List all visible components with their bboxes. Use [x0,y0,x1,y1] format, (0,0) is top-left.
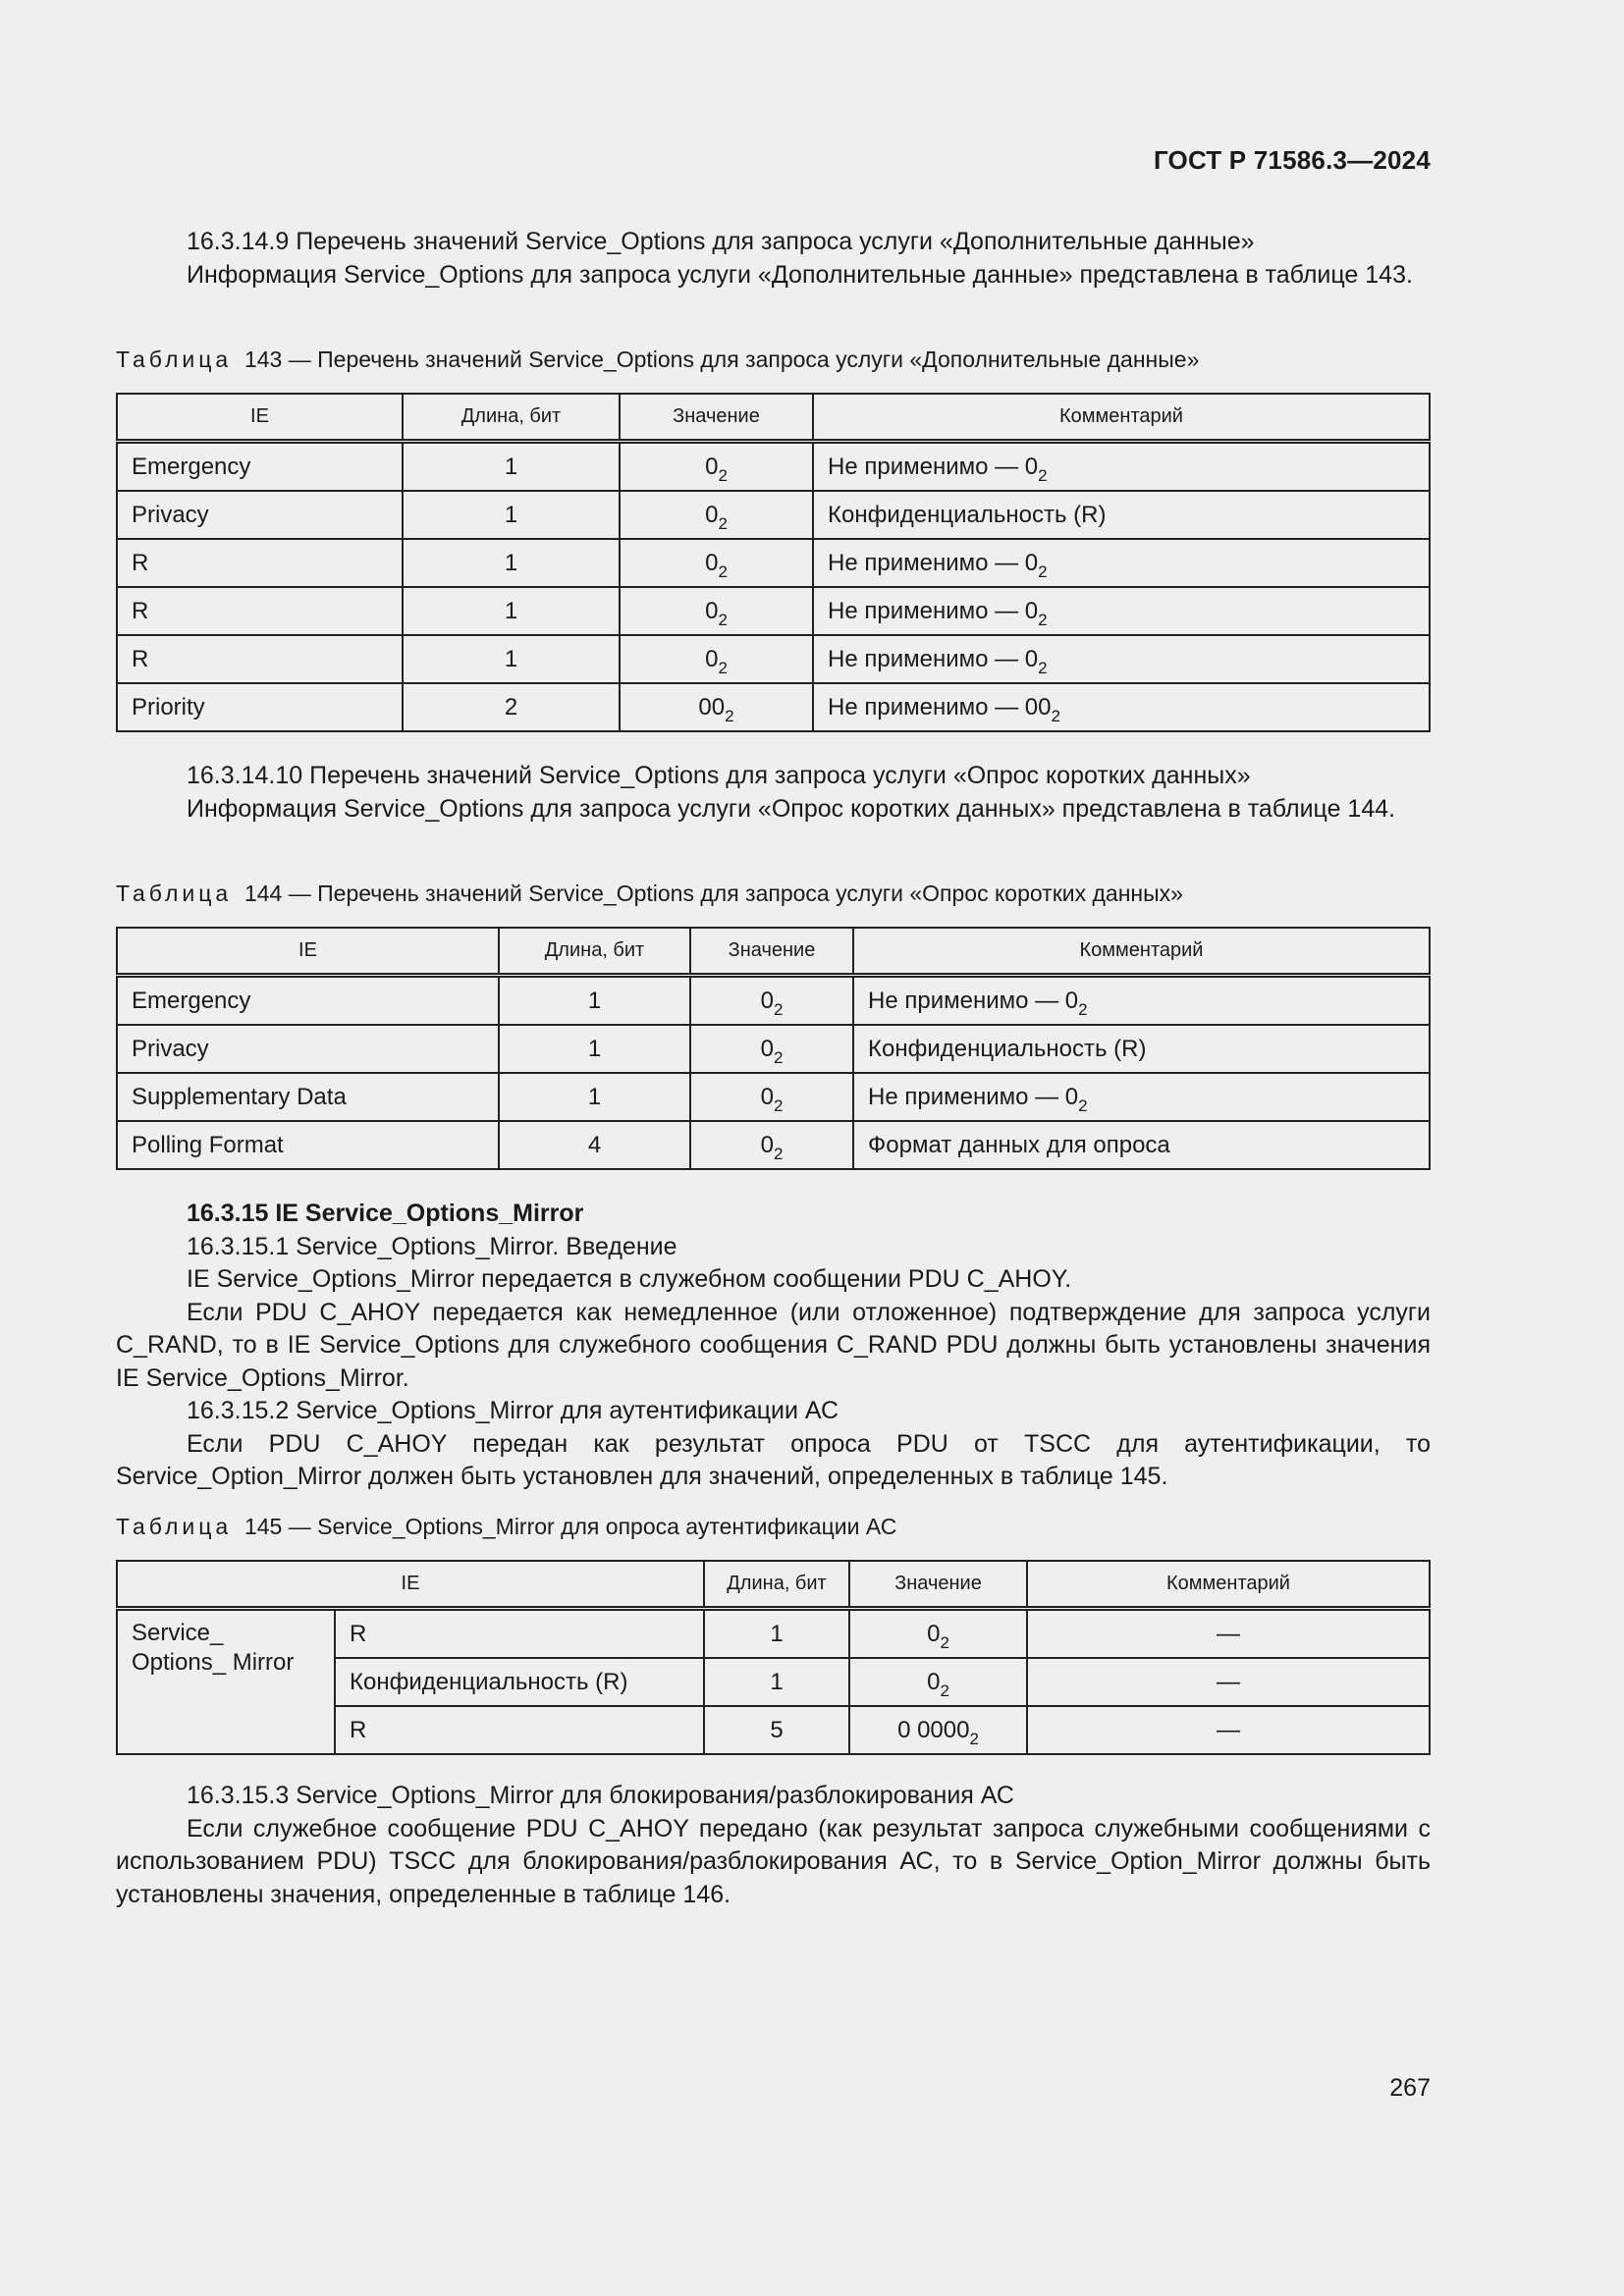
cell-value-text: 0 [705,501,719,528]
header-ie: IE [117,1561,704,1609]
cell-value-subscript: 2 [773,1047,784,1067]
table-row [117,539,1430,587]
cell-value-subscript: 2 [718,610,728,629]
cell-length: 1 [499,1073,690,1121]
section-heading-bold: 16.3.15 IE Service_Options_Mirror [187,1200,584,1227]
cell-comment-text: Не применимо — 0 [828,549,1039,576]
cell-value [620,635,813,683]
table-row [117,1609,1430,1659]
cell-value-subscript: 2 [773,1095,784,1115]
cell-value-subscript: 2 [718,561,728,581]
cell-value [690,976,853,1026]
cell-value [849,1658,1027,1706]
header-value: Значение [620,394,813,442]
cell-comment-subscript: 2 [1038,610,1048,629]
table-row [117,976,1430,1026]
page-number: 267 [1389,2074,1431,2102]
cell-comment [813,491,1430,539]
table-143-block [116,347,1431,732]
cell-length: 4 [499,1121,690,1169]
section-16-3-15-3 [116,1780,1431,1911]
cell-value [690,1025,853,1073]
table-caption [116,881,1431,907]
paragraph: Если служебное сообщение PDU C_AHOY передано (как результат запроса служебными сообщениями с использованием PDU) TSCC для блокирования/разблокирования АС, то в Service_Option_Mirror должны быть установлены значения, определенные в таблице 146. [116,1814,1431,1908]
cell-value-subscript: 2 [718,513,728,533]
caption-word: Таблица [116,1514,233,1539]
cell-comment-subscript: 2 [1051,706,1060,725]
cell-ie: Конфиденциальность (R) [335,1658,704,1706]
cell-comment-text: Не применимо — 00 [828,693,1052,721]
paragraph: IE Service_Options_Mirror передается в служебном сообщении PDU C_AHOY. [187,1265,1072,1293]
caption-word: Таблица [116,347,233,372]
cell-value-subscript: 2 [773,999,784,1019]
cell-value-text: 0 [705,453,719,480]
cell-value-text: 0 [760,1131,774,1158]
cell-length: 1 [704,1609,849,1659]
table-144 [116,927,1431,1170]
header-ie: IE [117,928,499,976]
cell-value [690,1121,853,1169]
section-16-3-15 [116,1198,1431,1494]
cell-ie: Privacy [117,1025,499,1073]
table-144-block [116,881,1431,1170]
table-body [117,442,1430,732]
cell-ie: R [117,539,403,587]
cell-comment [813,442,1430,492]
section-16-3-14-10 [116,760,1431,826]
cell-value [620,587,813,635]
table-143 [116,393,1431,732]
cell-value-subscript: 2 [940,1681,949,1700]
cell-length: 1 [403,587,620,635]
header-comment: Комментарий [853,928,1430,976]
table-145 [116,1560,1431,1755]
cell-ie: R [117,635,403,683]
cell-comment [813,539,1430,587]
cell-length: 1 [403,491,620,539]
cell-value-text: 0 [927,1668,941,1695]
section-heading: 16.3.14.9 Перечень значений Service_Options для запроса услуги «Дополнительные данные» [187,228,1255,255]
cell-ie: Emergency [117,976,499,1026]
cell-comment-subscript: 2 [1078,999,1088,1019]
header-value: Значение [849,1561,1027,1609]
table-row [117,683,1430,731]
cell-length: 1 [403,442,620,492]
cell-value-subscript: 2 [718,658,728,677]
header-comment: Комментарий [1027,1561,1430,1609]
cell-value-text: 0 [760,1083,774,1110]
cell-value [849,1609,1027,1659]
paragraph: Если PDU C_AHOY передается как немедленное (или отложенное) подтверждение для запроса услуги C_RAND, то в IE Service_Options для служебного сообщения C_RAND PDU должны быть установлены значения IE Service_Options_Mirror. [116,1298,1431,1392]
cell-value-text: 0 [705,645,719,672]
header-value: Значение [690,928,853,976]
caption-text: 144 — Перечень значений Service_Options для запроса услуги «Опрос коротких данных» [244,881,1183,906]
cell-value-text: 0 [927,1620,941,1647]
cell-comment-text: Не применимо — 0 [828,597,1039,624]
cell-value-subscript: 2 [725,706,734,725]
cell-value-text: 0 0000 [897,1716,970,1743]
cell-value [620,491,813,539]
cell-comment [853,1073,1430,1121]
subsection-heading: 16.3.15.3 Service_Options_Mirror для блокирования/разблокирования АС [187,1782,1014,1809]
cell-value-text: 0 [705,549,719,576]
table-row [117,1121,1430,1169]
cell-comment [853,976,1430,1026]
cell-ie: Emergency [117,442,403,492]
cell-comment-subscript: 2 [1038,465,1048,485]
cell-length: 1 [499,976,690,1026]
cell-comment [813,683,1430,731]
cell-comment-subscript: 2 [1038,561,1048,581]
cell-value [620,442,813,492]
caption-text: 145 — Service_Options_Mirror для опроса аутентификации АС [244,1514,897,1539]
header-comment: Комментарий [813,394,1430,442]
cell-ie: Supplementary Data [117,1073,499,1121]
table-row [117,1073,1430,1121]
cell-value [620,539,813,587]
table-row [117,491,1430,539]
cell-comment-text: Не применимо — 0 [828,453,1039,480]
group-line: Options_ Mirror [132,1649,295,1676]
cell-ie: R [335,1706,704,1754]
cell-comment-subscript: 2 [1038,658,1048,677]
caption-word: Таблица [116,881,233,906]
header-ie: IE [117,394,403,442]
cell-value-subscript: 2 [940,1632,949,1652]
cell-comment [813,635,1430,683]
cell-value-subscript: 2 [773,1144,784,1163]
cell-value [849,1706,1027,1754]
cell-length: 2 [403,683,620,731]
cell-value [620,683,813,731]
cell-comment-text: Не применимо — 0 [828,645,1039,672]
section-16-3-14-9 [116,226,1431,292]
cell-value-text: 0 [760,1035,774,1062]
table-body [117,976,1430,1170]
group-line: Service_ [132,1620,224,1646]
table-row [117,1025,1430,1073]
section-heading: 16.3.14.10 Перечень значений Service_Options для запроса услуги «Опрос коротких данных» [187,762,1251,789]
cell-length: 1 [403,635,620,683]
caption-text: 143 — Перечень значений Service_Options для запроса услуги «Дополнительные данные» [244,347,1200,372]
cell-comment-text: Формат данных для опроса [868,1131,1170,1158]
cell-value-subscript: 2 [718,465,728,485]
header-length: Длина, бит [403,394,620,442]
cell-value-text: 0 [705,597,719,624]
cell-value-text: 00 [698,693,726,721]
header-length: Длина, бит [499,928,690,976]
table-row [117,442,1430,492]
cell-ie: Polling Format [117,1121,499,1169]
paragraph: Информация Service_Options для запроса услуги «Опрос коротких данных» представлена в таблице 144. [187,794,1396,823]
cell-comment-text: Не применимо — 0 [868,987,1079,1014]
cell-length: 1 [403,539,620,587]
cell-value-subscript: 2 [969,1729,979,1748]
cell-length: 1 [704,1658,849,1706]
subsection-heading: 16.3.15.1 Service_Options_Mirror. Введение [187,1232,677,1260]
cell-comment-text: Не применимо — 0 [868,1083,1079,1110]
cell-ie: R [117,587,403,635]
subsection-heading: 16.3.15.2 Service_Options_Mirror для аутентификации АС [187,1397,839,1424]
table-row [117,635,1430,683]
cell-value-text: 0 [760,987,774,1014]
cell-ie-group [117,1609,335,1755]
cell-comment: — [1027,1609,1430,1659]
cell-ie: Privacy [117,491,403,539]
document-code-header: ГОСТ Р 71586.3—2024 [1153,145,1431,175]
cell-comment [853,1121,1430,1169]
table-caption [116,1514,1431,1540]
cell-value [690,1073,853,1121]
cell-comment: — [1027,1706,1430,1754]
paragraph: Информация Service_Options для запроса услуги «Дополнительные данные» представлена в таблице 143. [187,260,1413,289]
table-caption [116,347,1431,373]
table-body [117,1609,1430,1755]
table-row [117,587,1430,635]
cell-comment-text: Конфиденциальность (R) [828,501,1107,528]
cell-comment-subscript: 2 [1078,1095,1088,1115]
cell-length: 1 [499,1025,690,1073]
header-length: Длина, бит [704,1561,849,1609]
cell-ie: R [335,1609,704,1659]
cell-comment: — [1027,1658,1430,1706]
cell-length: 5 [704,1706,849,1754]
paragraph: Если PDU C_AHOY передан как результат опроса PDU от TSCC для аутентификации, то Service_Option_Mirror должен быть установлен для значений, определенных в таблице 145. [116,1429,1431,1490]
cell-ie: Priority [117,683,403,731]
table-145-block [116,1514,1431,1755]
cell-comment [813,587,1430,635]
cell-comment-text: Конфиденциальность (R) [868,1035,1147,1062]
cell-comment [853,1025,1430,1073]
